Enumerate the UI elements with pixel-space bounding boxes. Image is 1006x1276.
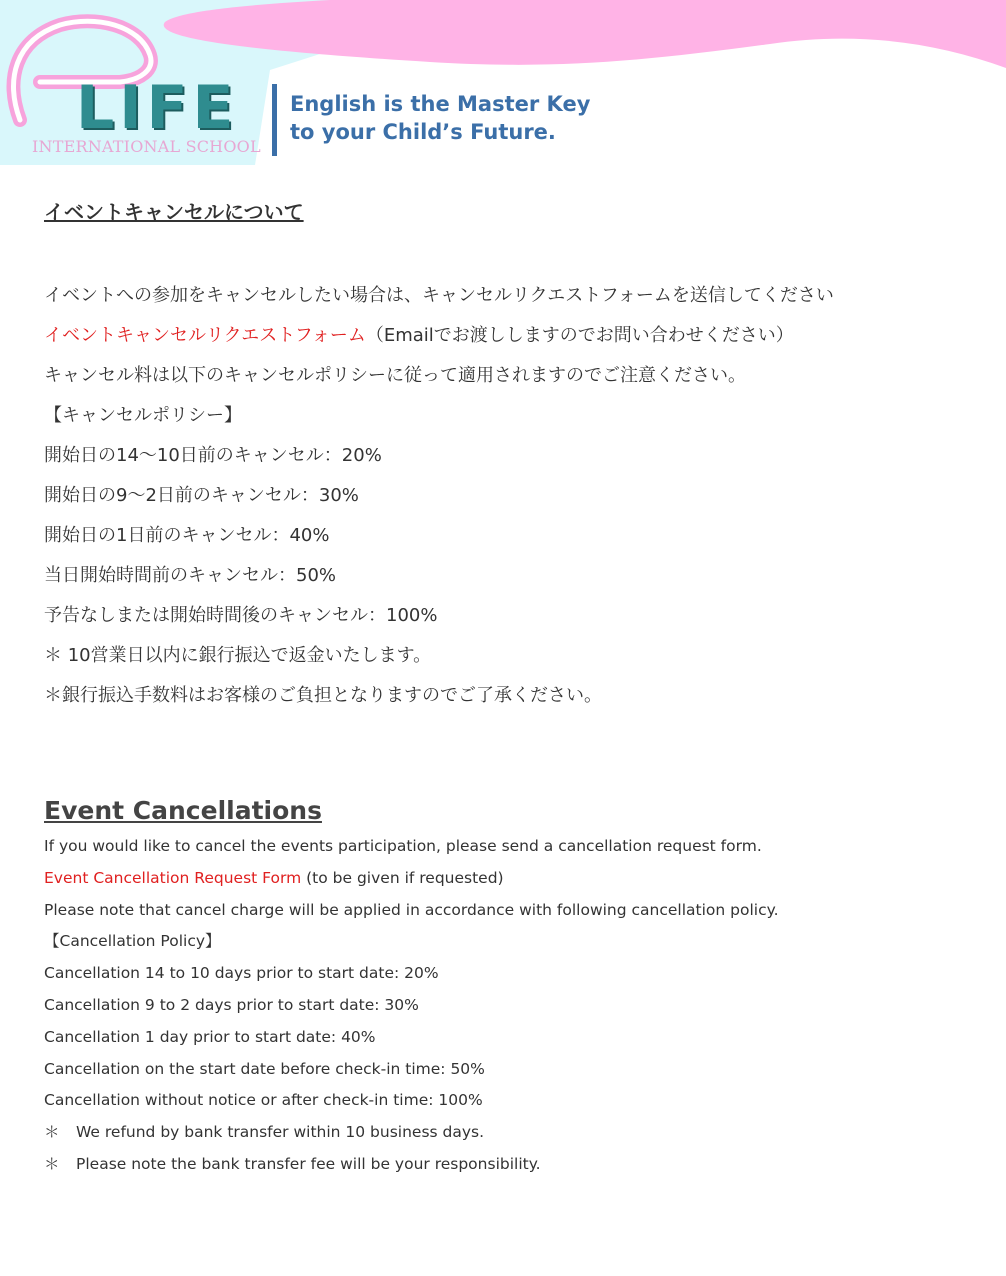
english-refund-text: We refund by bank transfer within 10 business days. [76,1123,485,1142]
english-title: Event Cancellations [44,796,322,825]
english-body [44,831,974,1181]
english-form-note: (to be given if requested) [301,868,504,887]
japanese-intro: イベントへの参加をキャンセルしたい場合は、キャンセルリクエストフォームを送信してください [44,285,834,306]
tagline-line-1: English is the Master Key [290,92,591,116]
english-policy-item: Cancellation 9 to 2 days prior to start date: 30% [44,995,419,1014]
japanese-note: キャンセル料は以下のキャンセルポリシーに従って適用されますのでご注意ください。 [44,365,746,386]
logo-subtitle: INTERNATIONAL SCHOOL [32,137,261,156]
japanese-form-link[interactable]: イベントキャンセルリクエストフォーム [44,325,366,346]
tagline-line-2: to your Child’s Future. [290,120,556,144]
english-policy-item: Cancellation 14 to 10 days prior to start date: 20% [44,964,439,983]
english-refund-note [44,1117,974,1149]
english-policy-item: Cancellation without notice or after check-in time: 100% [44,1091,483,1110]
english-policy-heading: 【Cancellation Policy】 [44,932,221,951]
japanese-policy-item: 開始日の1日前のキャンセル：40% [44,525,330,546]
japanese-policy-item: 開始日の14〜10日前のキャンセル：20% [44,445,382,466]
english-policy-item: Cancellation on the start date before check-in time: 50% [44,1059,485,1078]
japanese-body [44,276,974,716]
japanese-title: イベントキャンセルについて [44,200,304,224]
english-fee-note [44,1149,974,1181]
japanese-policy-item: 予告なしまたは開始時間後のキャンセル：100% [44,605,438,626]
japanese-policy-heading: 【キャンセルポリシー】 [44,405,242,426]
english-form-link[interactable]: Event Cancellation Request Form [44,868,302,887]
english-note: Please note that cancel charge will be applied in accordance with following cancellation policy. [44,900,779,919]
english-intro: If you would like to cancel the events participation, please send a cancellation request form. [44,837,762,855]
header-banner [0,0,1006,165]
logo-wordmark: LIFE [76,73,239,143]
asterisk-icon: ＊ [44,1154,60,1173]
tagline [290,90,590,146]
japanese-policy-item: 当日開始時間前のキャンセル：50% [44,565,337,586]
english-fee-text: Please note the bank transfer fee will be your responsibility. [76,1154,541,1173]
japanese-form-line [44,316,974,356]
english-section [44,793,974,1173]
japanese-fee-note: ＊銀行振込手数料はお客様のご負担となりますのでご了承ください。 [44,685,602,706]
asterisk-icon: ＊ [44,1123,60,1142]
japanese-policy-item: 開始日の9〜2日前のキャンセル：30% [44,485,359,506]
japanese-refund-note: ＊ 10営業日以内に銀行振込で返金いたします。 [44,645,432,666]
japanese-form-note: （Emailでお渡ししますのでお問い合わせください） [365,325,794,346]
japanese-section [44,196,974,706]
english-policy-item: Cancellation 1 day prior to start date: 40% [44,1027,376,1046]
english-form-line [44,863,974,895]
